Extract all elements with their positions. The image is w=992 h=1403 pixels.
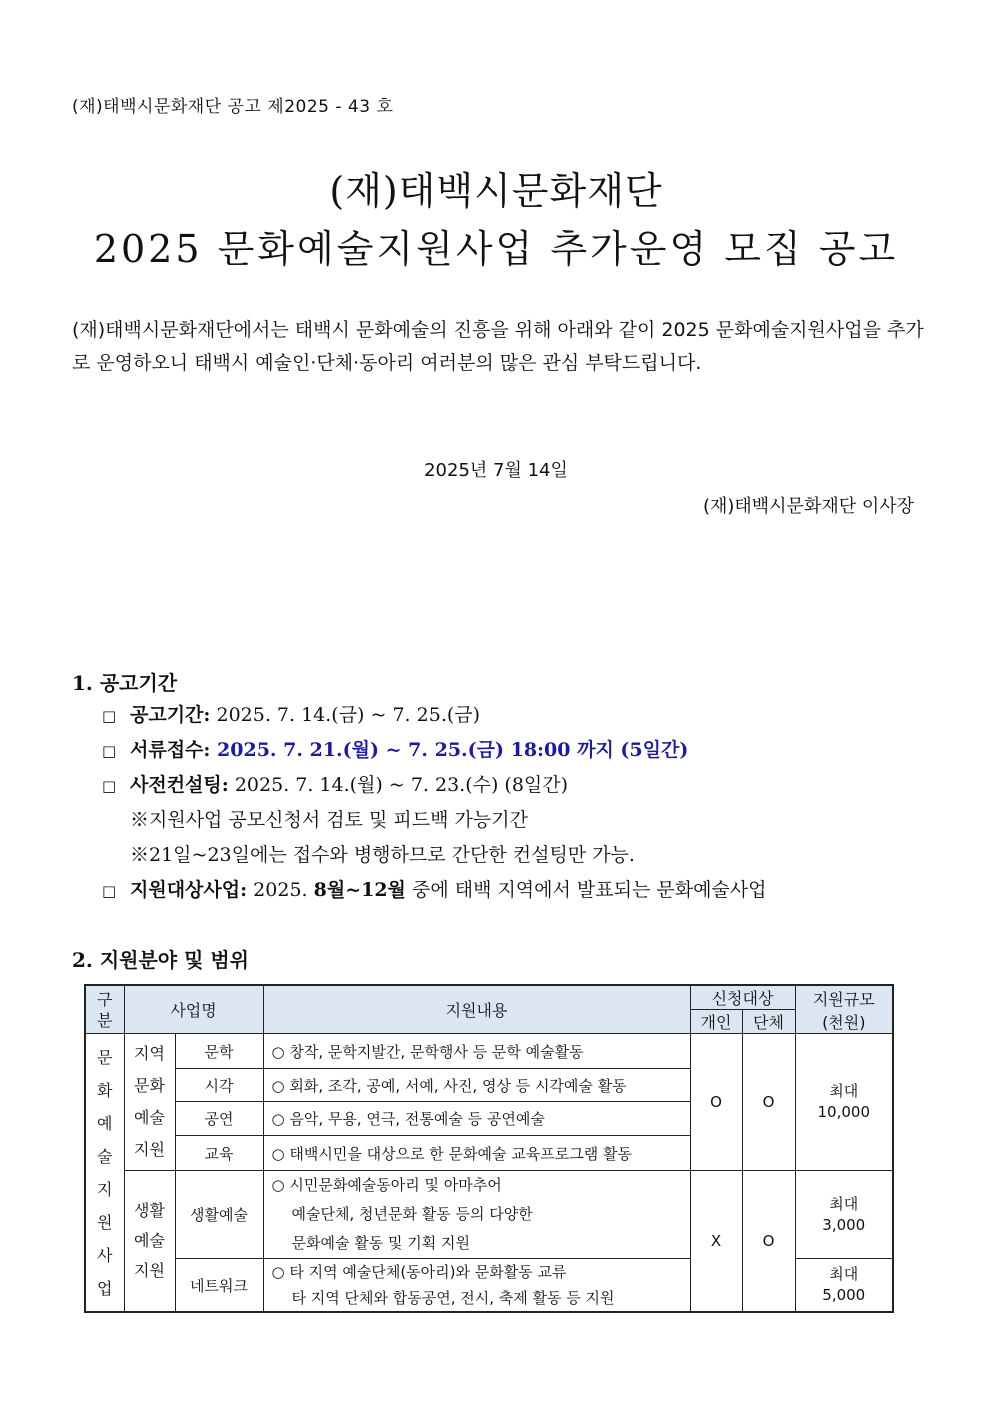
stacked-word: 예술 — [134, 1108, 165, 1127]
bullet-icon: □ — [102, 882, 117, 900]
content-cell — [263, 1259, 690, 1313]
notice-number: (재)태백시문화재단 공고 제2025 - 43 호 — [72, 97, 394, 117]
bullet-icon: □ — [102, 742, 117, 760]
content-line: ○ 타 지역 예술단체(동아리)와 문화활동 교류 — [271, 1263, 567, 1281]
scale-line2: 3,000 — [822, 1215, 866, 1234]
group-cell: O — [742, 1034, 795, 1171]
field-cell: 교육 — [175, 1136, 263, 1171]
header-category — [85, 985, 124, 1034]
content-cell: ○ 회화, 조각, 공예, 서예, 사진, 영상 등 시각예술 활동 — [263, 1069, 690, 1102]
content-line: ○ 시민문화예술동아리 및 아마추어 — [271, 1176, 502, 1194]
field-cell: 문학 — [175, 1034, 263, 1069]
item-value-post: 중에 태백 지역에서 발표되는 문화예술사업 — [405, 879, 767, 901]
notice-date: 2025년 7월 14일 — [424, 460, 568, 481]
stacked-word: 문화 — [134, 1076, 165, 1095]
content-line: 문화예술 활동 및 기획 지원 — [291, 1234, 470, 1252]
header-scale — [795, 985, 893, 1034]
field-cell: 공연 — [175, 1102, 263, 1136]
group2-name — [124, 1171, 175, 1313]
intro-paragraph: (재)태백시문화재단에서는 태백시 문화예술의 진흥을 위해 아래와 같이 2025 문화예술지원사업을 추가로 운영하오니 태백시 예술인·단체·동아리 여러분의 많은 관심 부탁드립니다. — [72, 319, 924, 374]
group1-name — [124, 1034, 175, 1171]
item-value-pre: 2025. — [247, 879, 314, 901]
content-cell: ○ 음악, 무용, 연극, 전통예술 등 공연예술 — [263, 1102, 690, 1136]
stacked-char: 예 — [97, 1113, 113, 1133]
stacked-word: 생활 — [134, 1201, 165, 1220]
stacked-char: 원 — [97, 1212, 113, 1232]
scale-line1: 최대 — [829, 1082, 859, 1100]
scale-line1: 최대 — [829, 1265, 859, 1283]
stacked-word: 지원 — [134, 1261, 165, 1280]
header-scale-unit: (천원) — [822, 1012, 866, 1032]
bullet-icon: □ — [102, 707, 117, 725]
stacked-char: 업 — [97, 1278, 113, 1298]
scale-cell — [795, 1034, 893, 1171]
item-label: 지원대상사업: — [130, 879, 248, 901]
header-target: 신청대상 — [690, 985, 795, 1010]
section1-heading: 1. 공고기간 — [72, 671, 178, 695]
individual-cell: X — [690, 1171, 742, 1313]
header-business: 사업명 — [124, 985, 263, 1034]
period-item — [102, 700, 480, 727]
item-label: 공고기간: — [130, 704, 211, 726]
content-line: 타 지역 단체와 합동공연, 전시, 축제 활동 등 지원 — [291, 1289, 615, 1307]
category-label — [86, 1041, 124, 1305]
submission-item — [102, 735, 688, 762]
individual-cell: O — [690, 1034, 742, 1171]
header-category-text — [86, 989, 124, 1031]
title-org: (재)태백시문화재단 — [329, 169, 663, 213]
item-value-bold: 8월~12월 — [313, 879, 406, 901]
content-cell — [263, 1171, 690, 1259]
field-cell: 생활예술 — [175, 1171, 263, 1259]
item-value: 2025. 7. 14.(금) ~ 7. 25.(금) — [210, 704, 481, 726]
stacked-char: 구 — [97, 989, 113, 1009]
header-scale-label: 지원규모 — [812, 989, 875, 1009]
field-cell: 시각 — [175, 1069, 263, 1102]
section2-heading: 2. 지원분야 및 범위 — [72, 948, 250, 972]
target-business-item — [102, 875, 767, 902]
scale-cell — [795, 1171, 893, 1259]
header-group: 단체 — [742, 1010, 795, 1034]
header-individual: 개인 — [690, 1010, 742, 1034]
stacked-word: 지원 — [134, 1140, 165, 1159]
item-value: 2025. 7. 14.(월) ~ 7. 23.(수) (8일간) — [228, 774, 569, 796]
stacked-char: 문 — [97, 1047, 113, 1067]
field-cell: 네트워크 — [175, 1259, 263, 1313]
content-line: 예술단체, 청년문화 활동 등의 다양한 — [291, 1205, 533, 1223]
scale-line2: 5,000 — [822, 1286, 866, 1304]
content-cell: ○ 창작, 문학지발간, 문학행사 등 문학 예술활동 — [263, 1034, 690, 1069]
bullet-icon: □ — [102, 777, 117, 795]
stacked-word: 예술 — [134, 1231, 165, 1250]
stacked-char: 지 — [97, 1179, 113, 1199]
scale-line1: 최대 — [829, 1194, 859, 1213]
stacked-char: 분 — [97, 1010, 113, 1030]
item-value: 2025. 7. 21.(월) ~ 7. 25.(금) 18:00 까지 (5일간) — [210, 739, 689, 761]
signer: (재)태백시문화재단 이사장 — [702, 496, 914, 517]
consulting-note-2: ※21일~23일에는 접수와 병행하므로 간단한 컨설팅만 가능. — [130, 844, 635, 866]
consulting-item — [102, 770, 568, 797]
title-main: 2025 문화예술지원사업 추가운영 모집 공고 — [93, 227, 899, 271]
item-label: 사전컨설팅: — [130, 774, 229, 796]
category-cell — [85, 1034, 124, 1313]
stacked-word: 지역 — [134, 1044, 165, 1063]
header-content: 지원내용 — [263, 985, 690, 1034]
group1-name-text — [125, 1038, 175, 1166]
group-cell: O — [742, 1171, 795, 1313]
stacked-char: 술 — [97, 1146, 113, 1166]
content-cell: ○ 태백시민을 대상으로 한 문화예술 교육프로그램 활동 — [263, 1136, 690, 1171]
support-table — [84, 984, 894, 1313]
stacked-char: 화 — [97, 1080, 113, 1100]
group2-name-text — [125, 1196, 175, 1286]
scale-line2: 10,000 — [817, 1103, 871, 1121]
stacked-char: 사 — [97, 1245, 113, 1265]
item-label: 서류접수: — [130, 739, 211, 761]
consulting-note-1: ※지원사업 공모신청서 검토 및 피드백 가능기간 — [130, 809, 528, 831]
scale-cell — [795, 1259, 893, 1313]
